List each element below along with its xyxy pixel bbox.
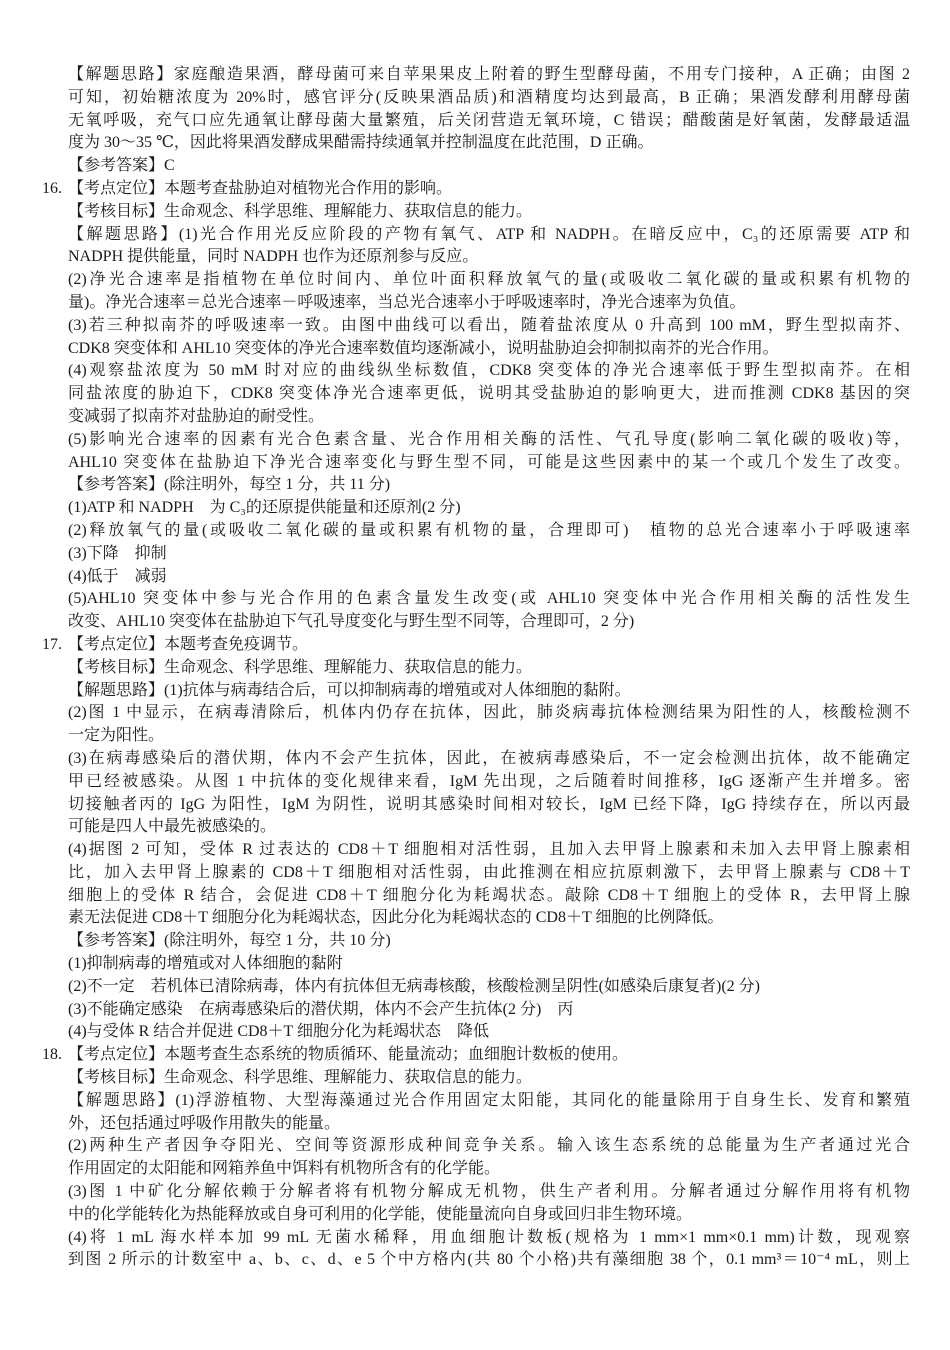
text-line — [68, 429, 910, 452]
line-text: 作用固定的太阳能和网箱养鱼中饵料有机物所含有的化学能。 — [68, 1160, 501, 1178]
text-line — [68, 383, 910, 406]
line-text: (1)抑制病毒的增殖或对人体细胞的黏附 — [68, 955, 343, 973]
line-text: 比，加入去甲肾上腺素的 CD8＋T 细胞相对活性弱，由此推测在相应抗原刺激下，去甲肾上腺素与 CD8＋T — [68, 863, 910, 881]
text-line — [68, 1158, 910, 1181]
text-line — [68, 566, 910, 589]
text-line — [68, 702, 910, 725]
text-line — [42, 1044, 910, 1067]
text-line — [68, 497, 910, 520]
text-line — [68, 520, 910, 543]
text-line — [68, 338, 910, 361]
line-text: 【解题思路】(1)浮游植物、大型海藻通过光合作用固定太阳能，其同化的能量除用于自身生长、发育和繁殖 — [68, 1091, 910, 1109]
line-text: 【考点定位】本题考查盐胁迫对植物光合作用的影响。 — [68, 179, 453, 197]
line-text: 素无法促进 CD8＋T 细胞分化为耗竭状态，因此分化为耗竭状态的 CD8＋T 细胞的比例降低。 — [68, 909, 724, 927]
text-line — [68, 110, 910, 133]
line-text: 【考点定位】本题考查免疫调节。 — [68, 635, 309, 653]
line-text: 中的化学能转化为热能释放或自身可利用的化学能，使能量流向自身或回归非生物环境。 — [68, 1205, 693, 1223]
line-text: (2)净光合速率是指植物在单位时间内、单位叶面积释放氧气的量(或吸收二氧化碳的量或积累有机物的 — [68, 271, 910, 289]
line-text: (2)图 1 中显示，在病毒清除后，机体内仍存在抗体，因此，肺炎病毒抗体检测结果为阳性的人，核酸检测不 — [68, 704, 910, 722]
text-line — [68, 748, 910, 771]
line-text: 【参考答案】(除注明外，每空 1 分，共 11 分) — [68, 476, 391, 494]
line-text: (3)图 1 中矿化分解依赖于分解者将有机物分解成无机物，供生产者利用。分解者通过分解作用将有机物 — [68, 1183, 910, 1201]
text-line — [68, 474, 910, 497]
line-text: (2)释放氧气的量(或吸收二氧化碳的量或积累有机物的量，合理即可) 植物的总光合速率小于呼吸速率 — [68, 521, 910, 539]
text-line — [68, 132, 910, 155]
text-line — [68, 1227, 910, 1250]
line-text: (4)低于 减弱 — [68, 567, 167, 585]
line-text: 到图 2 所示的计数室中 a、b、c、d、e 5 个中方格内(共 80 个小格)共有藻细胞 38 个，0.1 mm³＝10⁻⁴ mL，则上 — [68, 1251, 910, 1269]
line-text: 【参考答案】C — [68, 157, 175, 175]
answer-document — [42, 64, 910, 1272]
text-line — [68, 907, 910, 930]
line-text: (4)观察盐浓度为 50 mM 时对应的曲线纵坐标数值，CDK8 突变体的净光合速率低于野生型拟南芥。在相 — [68, 362, 910, 380]
text-line — [68, 611, 910, 634]
text-line — [68, 1067, 910, 1090]
text-line — [68, 201, 910, 224]
text-line — [68, 1249, 910, 1272]
line-text: 【考点定位】本题考查生态系统的物质循环、能量流动；血细胞计数板的使用。 — [68, 1046, 629, 1064]
text-line — [68, 930, 910, 953]
line-text: 【考核目标】生命观念、科学思维、理解能力、获取信息的能力。 — [68, 1069, 533, 1087]
text-line — [68, 64, 910, 87]
line-text: 度为 30～35 ℃，因此将果酒发酵成果醋需持续通氧并控制温度在此范围，D 正确。 — [68, 134, 654, 152]
text-line — [42, 634, 910, 657]
text-line — [68, 224, 910, 247]
line-text: 甲已经被感染。从图 1 中抗体的变化规律来看，IgM 先出现，之后随着时间推移，IgG 逐渐产生并增多。密 — [68, 772, 910, 790]
text-line — [68, 360, 910, 383]
question-number: 17. — [42, 635, 62, 653]
line-text: (1)ATP 和 NADPH 为 C₃的还原提供能量和还原剂(2 分) — [68, 499, 461, 517]
text-line — [68, 1090, 910, 1113]
line-text: CDK8 突变体和 AHL10 突变体的净光合速率数值均逐渐减小，说明盐胁迫会抑制拟南芥的光合作用。 — [68, 339, 779, 357]
text-line — [68, 680, 910, 703]
text-line — [68, 292, 910, 315]
text-line — [68, 246, 910, 269]
line-text: (3)若三种拟南芥的呼吸速率一致。由图中曲线可以看出，随着盐浓度从 0 升高到 100 mM，野生型拟南芥、 — [68, 316, 910, 334]
line-text: 【解题思路】(1)光合作用光反应阶段的产物有氧气、ATP 和 NADPH。在暗反应中，C₃的还原需要 ATP 和 — [68, 225, 910, 243]
line-text: (2)不一定 若机体已清除病毒，体内有抗体但无病毒核酸，核酸检测呈阴性(如感染后康复者)(2 分) — [68, 977, 760, 995]
line-text: 【解题思路】(1)抗体与病毒结合后，可以抑制病毒的增殖或对人体细胞的黏附。 — [68, 681, 631, 699]
text-line — [68, 1204, 910, 1227]
line-text: (5)影响光合速率的因素有光合色素含量、光合作用相关酶的活性、气孔导度(影响二氧化碳的吸收)等， — [68, 430, 910, 448]
line-text: (4)将 1 mL 海水样本加 99 mL 无菌水稀释，用血细胞计数板(规格为 1 mm×1 mm×0.1 mm)计数，现观察 — [68, 1228, 910, 1246]
text-line — [68, 588, 910, 611]
text-line — [68, 87, 910, 110]
text-line — [68, 771, 910, 794]
text-line — [68, 816, 910, 839]
line-text: 可能是四人中最先被感染的。 — [68, 818, 277, 836]
text-line — [68, 155, 910, 178]
text-line — [68, 269, 910, 292]
line-text: 可知，初始糖浓度为 20%时，感官评分(反映果酒品质)和酒精度均达到最高，B 正确；果酒发酵利用酵母菌 — [68, 88, 910, 106]
text-line — [68, 657, 910, 680]
line-text: 同盐浓度的胁迫下，CDK8 突变体净光合速率更低，说明其受盐胁迫的影响更大，进而推测 CDK8 基因的突 — [68, 385, 910, 403]
text-line — [68, 1135, 910, 1158]
line-text: 变减弱了拟南芥对盐胁迫的耐受性。 — [68, 407, 325, 425]
line-text: 外，还包括通过呼吸作用散失的能量。 — [68, 1114, 341, 1132]
line-text: (4)据图 2 可知，受体 R 过表达的 CD8＋T 细胞相对活性弱，且加入去甲肾上腺素和未加入去甲肾上腺素相 — [68, 841, 910, 859]
text-line — [68, 1181, 910, 1204]
text-line — [68, 1021, 910, 1044]
line-text: (5)AHL10 突变体中参与光合作用的色素含量发生改变(或 AHL10 突变体中光合作用相关酶的活性发生 — [68, 590, 910, 608]
text-line — [68, 725, 910, 748]
line-text: 【考核目标】生命观念、科学思维、理解能力、获取信息的能力。 — [68, 202, 533, 220]
line-text: AHL10 突变体在盐胁迫下净光合速率变化与野生型不同，可能是这些因素中的某一个或几个发生了改变。 — [68, 453, 910, 471]
text-line — [68, 543, 910, 566]
line-text: 【考核目标】生命观念、科学思维、理解能力、获取信息的能力。 — [68, 658, 533, 676]
text-line — [68, 452, 910, 475]
text-line — [68, 839, 910, 862]
line-text: 【参考答案】(除注明外，每空 1 分，共 10 分) — [68, 932, 391, 950]
line-text: 改变、AHL10 突变体在盐胁迫下气孔导度变化与野生型不同等，合理即可，2 分) — [68, 613, 635, 631]
line-text: NADPH 提供能量，同时 NADPH 也作为还原剂参与反应。 — [68, 248, 479, 266]
text-line — [68, 1113, 910, 1136]
text-line — [68, 885, 910, 908]
text-line — [68, 794, 910, 817]
line-text: (4)与受体 R 结合并促进 CD8＋T 细胞分化为耗竭状态 降低 — [68, 1023, 490, 1041]
line-text: (3)在病毒感染后的潜伏期，体内不会产生抗体，因此，在被病毒感染后，不一定会检测出抗体，故不能确定 — [68, 749, 910, 767]
line-text: 一定为阳性。 — [68, 727, 165, 745]
text-line — [68, 406, 910, 429]
line-text: (2)两种生产者因争夺阳光、空间等资源形成种间竞争关系。输入该生态系统的总能量为生产者通过光合 — [68, 1137, 910, 1155]
question-number: 18. — [42, 1046, 62, 1064]
line-text: 量)。净光合速率＝总光合速率－呼吸速率，当总光合速率小于呼吸速率时，净光合速率为负值。 — [68, 293, 746, 311]
text-line — [68, 999, 910, 1022]
line-text: 切接触者丙的 IgG 为阳性，IgM 为阴性，说明其感染时间相对较长，IgM 已经下降，IgG 持续存在，所以丙最 — [68, 795, 910, 813]
line-text: 【解题思路】家庭酿造果酒，酵母菌可来自苹果果皮上附着的野生型酵母菌，不用专门接种，A 正确；由图 2 — [68, 66, 910, 83]
line-text: (3)不能确定感染 在病毒感染后的潜伏期，体内不会产生抗体(2 分) 丙 — [68, 1000, 574, 1018]
line-text: 无氧呼吸，充气口应先通氧让酵母菌大量繁殖，后关闭营造无氧环境，C 错误；醋酸菌是好氧菌，发酵最适温 — [68, 111, 910, 129]
text-line — [68, 953, 910, 976]
question-number: 16. — [42, 179, 62, 197]
line-text: (3)下降 抑制 — [68, 544, 167, 562]
text-line — [68, 976, 910, 999]
line-text: 细胞上的受体 R 结合，会促进 CD8＋T 细胞分化为耗竭状态。敲除 CD8＋T 细胞上的受体 R，去甲肾上腺 — [68, 886, 910, 904]
text-line — [42, 178, 910, 201]
text-line — [68, 315, 910, 338]
text-line — [68, 862, 910, 885]
